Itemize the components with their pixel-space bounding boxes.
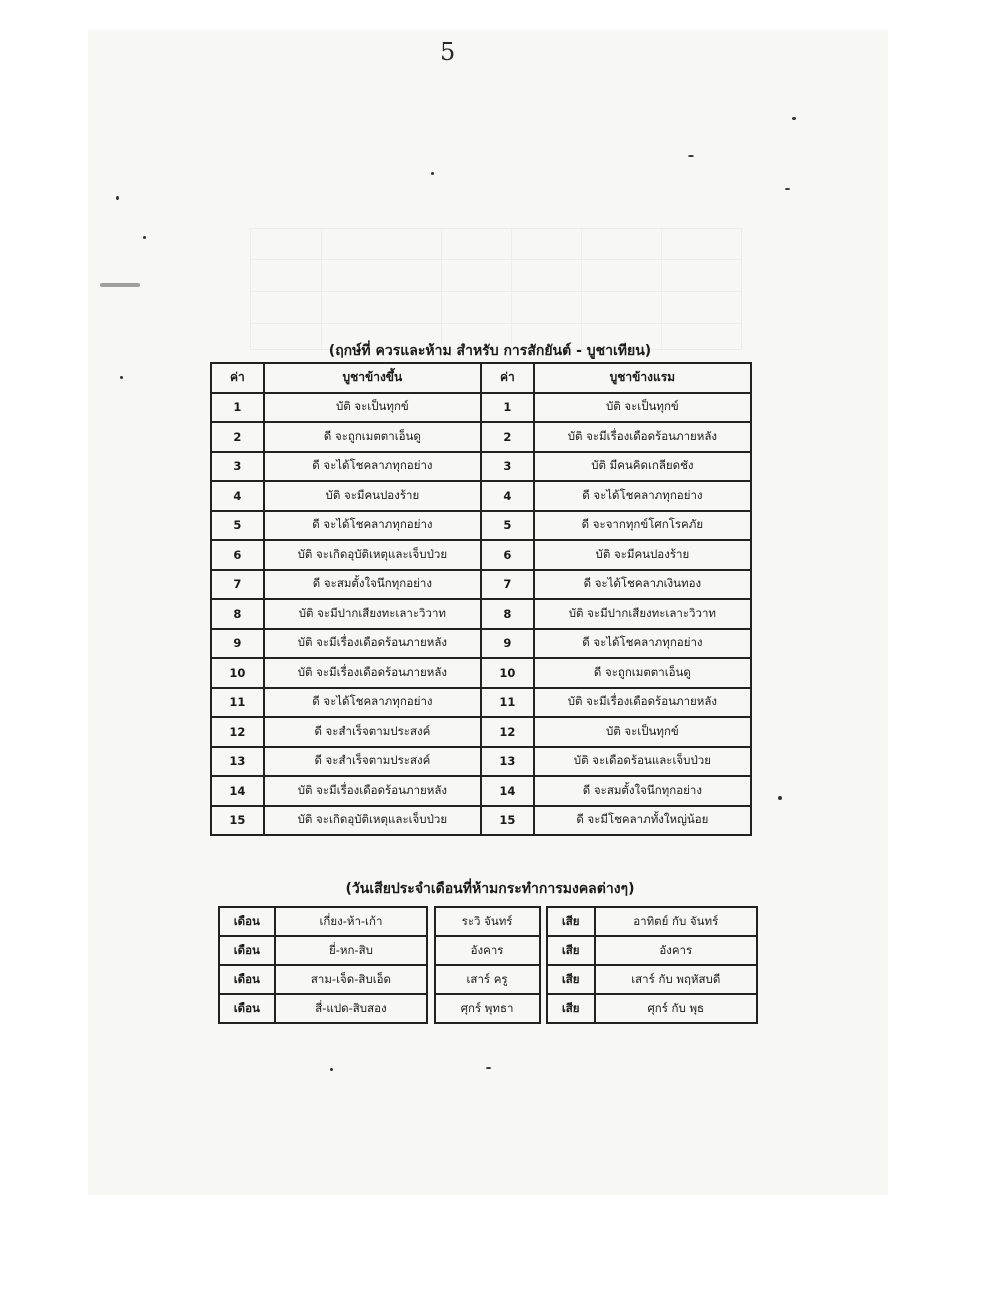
table-row [211, 422, 751, 452]
day-name: เสาร์ ครู [435, 965, 540, 994]
waning-result: ดี จะได้โชคลาภทุกอย่าง [534, 481, 751, 511]
waxing-result: บัติ จะเกิดอุบัติเหตุและเจ็บป่วย [264, 806, 481, 836]
header-waxing: บูชาข้างขึ้น [264, 363, 481, 393]
waning-result: บัติ จะมีเรื่องเดือดร้อนภายหลัง [534, 422, 751, 452]
waxing-value: 14 [211, 776, 264, 806]
table2-caption: (วันเสียประจำเดือนที่ห้ามกระทำการมงคลต่างๆ) [345, 881, 635, 897]
scan-speck [688, 155, 694, 157]
waning-value: 11 [481, 688, 534, 718]
waxing-result: บัติ จะมีปากเสียงทะเลาะวิวาท [264, 599, 481, 629]
months: ยี่-หก-สิบ [275, 936, 428, 965]
bad-days: ศุกร์ กับ พุธ [595, 994, 757, 1023]
month-label: เดือน [219, 994, 275, 1023]
table-row [211, 452, 751, 482]
bad-days-table [218, 906, 758, 1024]
waxing-value: 10 [211, 658, 264, 688]
waxing-result: ดี จะถูกเมตตาเอ็นดู [264, 422, 481, 452]
table-row [211, 688, 751, 718]
bad-label: เสีย [547, 907, 595, 936]
waning-result: บัติ จะเดือดร้อนและเจ็บป่วย [534, 747, 751, 777]
months: เกี่ยง-ห้า-เก้า [275, 907, 428, 936]
waning-value: 10 [481, 658, 534, 688]
waxing-result: บัติ จะเกิดอุบัติเหตุและเจ็บป่วย [264, 540, 481, 570]
table-row [219, 965, 757, 994]
waxing-value: 6 [211, 540, 264, 570]
waning-result: ดี จะได้โชคลาภทุกอย่าง [534, 629, 751, 659]
waning-result: ดี จะจากทุกข์โศกโรคภัย [534, 511, 751, 541]
waxing-value: 2 [211, 422, 264, 452]
table-row [211, 540, 751, 570]
table-row [211, 570, 751, 600]
cell-gap [540, 936, 547, 965]
waning-value: 7 [481, 570, 534, 600]
waxing-value: 8 [211, 599, 264, 629]
waning-value: 14 [481, 776, 534, 806]
table-row [219, 907, 757, 936]
table-row [211, 747, 751, 777]
waxing-value: 9 [211, 629, 264, 659]
scan-speck [330, 1068, 333, 1071]
waxing-value: 4 [211, 481, 264, 511]
waning-result: บัติ จะมีปากเสียงทะเลาะวิวาท [534, 599, 751, 629]
waxing-result: บัติ จะมีเรื่องเดือดร้อนภายหลัง [264, 776, 481, 806]
waning-result: บัติ จะเป็นทุกข์ [534, 717, 751, 747]
waning-result: ดี จะถูกเมตตาเอ็นดู [534, 658, 751, 688]
scan-speck [431, 172, 434, 175]
waning-value: 1 [481, 393, 534, 423]
day-name: อังคาร [435, 936, 540, 965]
waxing-value: 1 [211, 393, 264, 423]
waxing-value: 13 [211, 747, 264, 777]
waxing-value: 3 [211, 452, 264, 482]
bad-label: เสีย [547, 994, 595, 1023]
waning-result: ดี จะสมตั้งใจนึกทุกอย่าง [534, 776, 751, 806]
waning-result: บัติ จะเป็นทุกข์ [534, 393, 751, 423]
table-row [211, 629, 751, 659]
bad-label: เสีย [547, 936, 595, 965]
scan-speck [486, 1067, 491, 1069]
table-row [211, 717, 751, 747]
day-name: ระวิ จันทร์ [435, 907, 540, 936]
bad-days: อาทิตย์ กับ จันทร์ [595, 907, 757, 936]
waning-value: 2 [481, 422, 534, 452]
waxing-result: ดี จะได้โชคลาภทุกอย่าง [264, 688, 481, 718]
table-row [211, 393, 751, 423]
day-name: ศุกร์ พุทธา [435, 994, 540, 1023]
months: สาม-เจ็ด-สิบเอ็ด [275, 965, 428, 994]
header-value-waxing: ค่า [211, 363, 264, 393]
bad-label: เสีย [547, 965, 595, 994]
waning-result: บัติ มีคนคิดเกลียดชัง [534, 452, 751, 482]
waxing-result: ดี จะสำเร็จตามประสงค์ [264, 747, 481, 777]
cell-gap [427, 994, 434, 1023]
months: สี่-แปด-สิบสอง [275, 994, 428, 1023]
waning-result: ดี จะมีโชคลาภทั้งใหญ่น้อย [534, 806, 751, 836]
cell-gap [427, 907, 434, 936]
month-label: เดือน [219, 936, 275, 965]
waxing-result: ดี จะได้โชคลาภทุกอย่าง [264, 511, 481, 541]
table1-caption: (ฤกษ์ที่ ควรและห้าม สำหรับ การสักยันต์ - บูชาเทียน) [328, 343, 652, 359]
waxing-value: 15 [211, 806, 264, 836]
scan-speck [116, 196, 119, 200]
table-row [211, 806, 751, 836]
waxing-result: ดี จะสำเร็จตามประสงค์ [264, 717, 481, 747]
cell-gap [540, 994, 547, 1023]
bad-days: เสาร์ กับ พฤหัสบดี [595, 965, 757, 994]
cell-gap [540, 907, 547, 936]
cell-gap [540, 965, 547, 994]
header-value-waning: ค่า [481, 363, 534, 393]
scan-speck [120, 376, 123, 379]
waning-result: ดี จะได้โชคลาภเงินทอง [534, 570, 751, 600]
waxing-result: บัติ จะเป็นทุกข์ [264, 393, 481, 423]
waning-value: 12 [481, 717, 534, 747]
scan-speck [785, 188, 790, 190]
bleed-through-table [250, 228, 742, 350]
cell-gap [427, 936, 434, 965]
waning-value: 9 [481, 629, 534, 659]
table-row [211, 599, 751, 629]
waning-value: 8 [481, 599, 534, 629]
page-number: 5 [440, 38, 456, 66]
cell-gap [427, 965, 434, 994]
waxing-result: ดี จะสมตั้งใจนึกทุกอย่าง [264, 570, 481, 600]
waning-value: 6 [481, 540, 534, 570]
auspicious-table [210, 362, 752, 836]
waxing-value: 11 [211, 688, 264, 718]
waning-value: 3 [481, 452, 534, 482]
waxing-result: ดี จะได้โชคลาภทุกอย่าง [264, 452, 481, 482]
table-row [219, 994, 757, 1023]
table-row [211, 511, 751, 541]
waxing-result: บัติ จะมีคนปองร้าย [264, 481, 481, 511]
header-waning: บูชาข้างแรม [534, 363, 751, 393]
waxing-value: 7 [211, 570, 264, 600]
month-label: เดือน [219, 907, 275, 936]
waxing-value: 12 [211, 717, 264, 747]
waxing-result: บัติ จะมีเรื่องเดือดร้อนภายหลัง [264, 658, 481, 688]
waning-value: 13 [481, 747, 534, 777]
waning-result: บัติ จะมีคนปองร้าย [534, 540, 751, 570]
waning-value: 4 [481, 481, 534, 511]
table-row [211, 658, 751, 688]
scan-speck [778, 796, 782, 800]
month-label: เดือน [219, 965, 275, 994]
scan-speck [792, 117, 796, 120]
waning-result: บัติ จะมีเรื่องเดือดร้อนภายหลัง [534, 688, 751, 718]
table-row [211, 776, 751, 806]
table-row [219, 936, 757, 965]
table-header-row [211, 363, 751, 393]
table-row [211, 481, 751, 511]
scan-speck [143, 236, 146, 239]
waxing-value: 5 [211, 511, 264, 541]
waxing-result: บัติ จะมีเรื่องเดือดร้อนภายหลัง [264, 629, 481, 659]
bad-days: อังคาร [595, 936, 757, 965]
scan-speck [100, 283, 140, 287]
waning-value: 5 [481, 511, 534, 541]
waning-value: 15 [481, 806, 534, 836]
